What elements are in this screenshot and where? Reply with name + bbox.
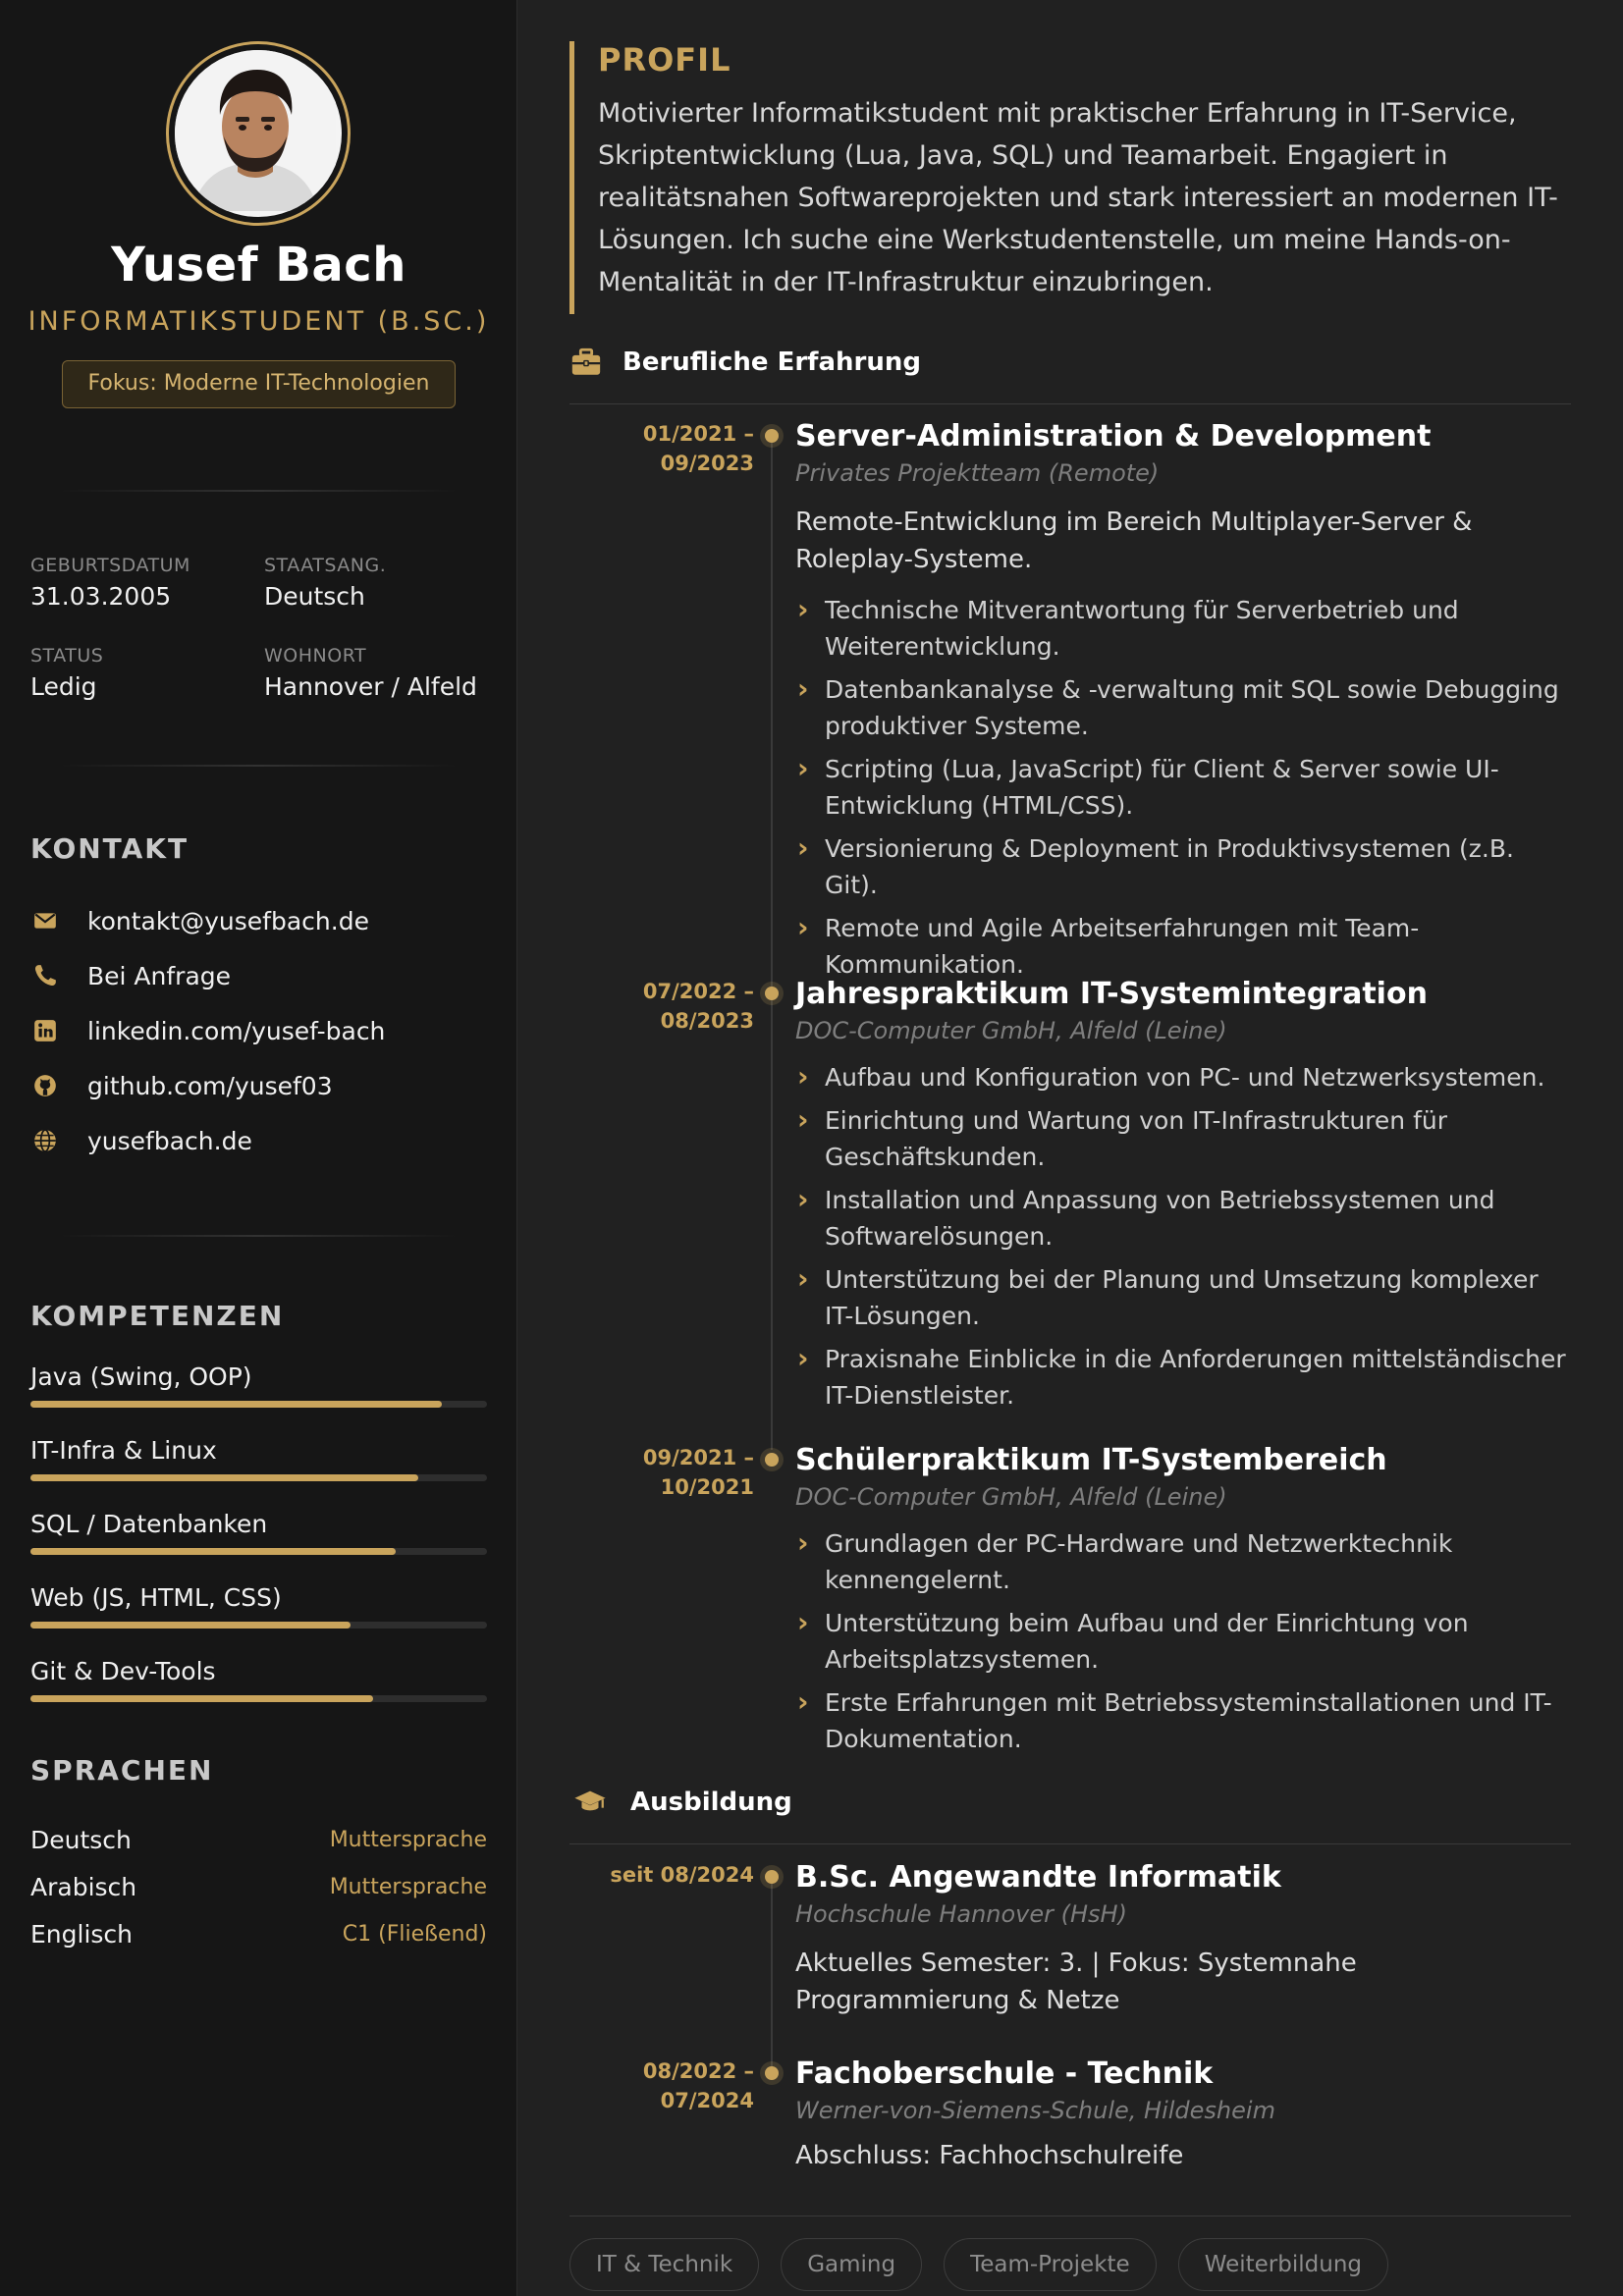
entry-body (795, 2056, 1571, 2174)
skill-bar (30, 1695, 487, 1702)
bullet-item: › Scripting (Lua, JavaScript) für Client & Server sowie UI-Entwicklung (HTML/CSS). (795, 751, 1571, 824)
fact-label: GEBURTSDATUM (30, 555, 190, 576)
contact-text: yusefbach.de (87, 1126, 252, 1155)
entry-body (795, 1860, 1571, 2019)
education-title: Ausbildung (630, 1788, 792, 1817)
contact-text: kontakt@yusefbach.de (87, 906, 369, 935)
skill-bar (30, 1401, 487, 1408)
tag-chip: Gaming (781, 2238, 922, 2291)
timeline-dot (765, 1453, 779, 1467)
skill-bar-fill (30, 1548, 396, 1555)
entry-date (569, 977, 754, 1036)
language-name: Deutsch (30, 1825, 132, 1854)
fact-value: Ledig (30, 672, 97, 701)
contact-text: Bei Anfrage (87, 961, 232, 990)
entry-date (569, 419, 754, 478)
envelope-icon (30, 906, 60, 935)
entry-body (795, 419, 1571, 989)
skill-bar (30, 1474, 487, 1481)
language-level: Muttersprache (329, 1874, 487, 1899)
contact-list (30, 893, 492, 1168)
experience-title: Berufliche Erfahrung (622, 347, 921, 377)
entry-title: Schülerpraktikum IT-Systembereich (795, 1443, 1387, 1477)
bullet-item: › Grundlagen der PC-Hardware und Netzwerktechnik kennengelernt. (795, 1525, 1571, 1598)
bullet-item: › Remote und Agile Arbeitserfahrungen mit Team-Kommunikation. (795, 910, 1571, 983)
profile-section (569, 41, 1571, 314)
skill-bar-fill (30, 1401, 442, 1408)
focus-badge: Fokus: Moderne IT-Technologien (62, 360, 456, 408)
skill-name: Java (Swing, OOP) (30, 1362, 252, 1391)
avatar (166, 41, 351, 226)
fact-label: WOHNORT (264, 645, 367, 667)
entry-desc: Abschluss: Fachhochschulreife (795, 2141, 1184, 2170)
language-item (30, 1816, 487, 1863)
bullet-item: › Datenbankanalyse & -verwaltung mit SQL sowie Debugging produktiver Systeme. (795, 671, 1571, 744)
tag-chip: IT & Technik (569, 2238, 759, 2291)
experience-timeline (771, 434, 773, 1450)
languages-list (30, 1816, 487, 1957)
fact-birthdate (30, 555, 256, 611)
entry-date (569, 2056, 754, 2115)
entry-desc: Remote-Entwicklung im Bereich Multiplayer-Server & Roleplay-Systeme. (795, 507, 1473, 574)
entry-body (795, 1443, 1571, 1764)
entry-title: Jahrespraktikum IT-Systemintegration (795, 977, 1428, 1011)
skill-bar (30, 1548, 487, 1555)
main-content (517, 0, 1623, 2296)
profile-title: PROFIL (598, 41, 731, 79)
entry-desc: Aktuelles Semester: 3. | Fokus: Systemnahe Programmierung & Netze (795, 1949, 1357, 2015)
entry-date (569, 1443, 754, 1502)
skill-bar-fill (30, 1474, 418, 1481)
date-end: 09/2023 (660, 452, 754, 475)
fact-value: 31.03.2005 (30, 582, 172, 611)
fact-value: Deutsch (264, 582, 365, 611)
entry-bullets (795, 1059, 1571, 1414)
contact-text: github.com/yusef03 (87, 1071, 333, 1100)
interest-tags (569, 2238, 1410, 2291)
bullet-item: › Erste Erfahrungen mit Betriebssysteminstallationen und IT-Dokumentation. (795, 1684, 1571, 1757)
entry-org: DOC-Computer GmbH, Alfeld (Leine) (795, 1017, 1227, 1044)
sidebar (0, 0, 517, 2296)
skill-item (30, 1362, 487, 1436)
entry-org: DOC-Computer GmbH, Alfeld (Leine) (795, 1483, 1227, 1511)
education-timeline (771, 1875, 773, 2076)
briefcase-icon (569, 346, 603, 379)
bullet-item: › Technische Mitverantwortung für Serverbetrieb und Weiterentwicklung. (795, 592, 1571, 665)
fact-residence (264, 645, 490, 701)
language-level: C1 (Fließend) (342, 1921, 487, 1947)
timeline-dot (765, 987, 779, 1000)
entry-bullets (795, 592, 1571, 983)
skill-name: Web (JS, HTML, CSS) (30, 1583, 282, 1612)
linkedin-icon (30, 1016, 60, 1045)
tag-chip: Weiterbildung (1178, 2238, 1388, 2291)
bullet-item: › Unterstützung bei der Planung und Umsetzung komplexer IT-Lösungen. (795, 1261, 1571, 1334)
contact-text: linkedin.com/yusef-bach (87, 1016, 386, 1045)
graduation-cap-icon (569, 1786, 611, 1819)
bullet-item: › Versionierung & Deployment in Produktivsystemen (z.B. Git). (795, 830, 1571, 903)
skill-bar-fill (30, 1622, 351, 1629)
date-start: 07/2022 – (642, 980, 754, 1003)
bullet-item: › Aufbau und Konfiguration von PC- und Netzwerksystemen. (795, 1059, 1571, 1095)
skills-list (30, 1362, 487, 1731)
fact-nationality (264, 555, 490, 611)
language-name: Arabisch (30, 1872, 137, 1901)
entry-org: Hochschule Hannover (HsH) (795, 1900, 1127, 1928)
skill-bar (30, 1622, 487, 1629)
skill-bar-fill (30, 1695, 373, 1702)
divider (59, 490, 459, 492)
entry-body (795, 977, 1571, 1420)
divider (59, 765, 459, 767)
person-role: INFORMATIKSTUDENT (B.SC.) (27, 306, 490, 337)
entry-org: Privates Projektteam (Remote) (795, 459, 1160, 487)
entry-bullets (795, 1525, 1571, 1757)
profile-photo (175, 50, 342, 217)
date-start: 09/2021 – (642, 1446, 754, 1469)
phone-icon (30, 961, 60, 990)
skill-name: IT-Infra & Linux (30, 1436, 217, 1465)
language-item (30, 1863, 487, 1910)
bullet-item: › Installation und Anpassung von Betriebssystemen und Softwarelösungen. (795, 1182, 1571, 1255)
entry-title: B.Sc. Angewandte Informatik (795, 1860, 1281, 1895)
fact-label: STAATSANG. (264, 555, 387, 576)
skill-item (30, 1436, 487, 1510)
entry-org: Werner-von-Siemens-Schule, Hildesheim (795, 2097, 1275, 2124)
language-level: Muttersprache (329, 1827, 487, 1852)
date-start: seit 08/2024 (610, 1863, 754, 1887)
person-name: Yusef Bach (111, 238, 406, 293)
skill-item (30, 1510, 487, 1583)
entry-date (569, 1860, 754, 1890)
date-start: 01/2021 – (642, 422, 754, 446)
education-heading (569, 1786, 1571, 1844)
timeline-dot (765, 1870, 779, 1884)
date-end: 10/2021 (660, 1475, 754, 1499)
contact-github[interactable] (30, 1058, 492, 1113)
contact-linkedin[interactable] (30, 1003, 492, 1058)
bullet-item: › Einrichtung und Wartung von IT-Infrastrukturen für Geschäftskunden. (795, 1102, 1571, 1175)
person-portrait-icon (175, 50, 336, 211)
languages-heading: SPRACHEN (30, 1754, 214, 1787)
contact-phone[interactable] (30, 948, 492, 1003)
entry-title: Fachoberschule - Technik (795, 2056, 1214, 2091)
skill-name: SQL / Datenbanken (30, 1510, 268, 1538)
fact-label: STATUS (30, 645, 104, 667)
language-item (30, 1910, 487, 1957)
contact-website[interactable] (30, 1113, 492, 1168)
skill-item (30, 1583, 487, 1657)
language-name: Englisch (30, 1919, 134, 1949)
github-icon (30, 1071, 60, 1100)
skill-item (30, 1657, 487, 1731)
divider (59, 1235, 459, 1237)
experience-heading (569, 346, 1571, 404)
globe-icon (30, 1126, 60, 1155)
skill-name: Git & Dev-Tools (30, 1657, 216, 1685)
contact-heading: KONTAKT (30, 832, 189, 865)
contact-email[interactable] (30, 893, 492, 948)
bullet-item: › Praxisnahe Einblicke in die Anforderungen mittelständischer IT-Dienstleister. (795, 1341, 1571, 1414)
fact-value: Hannover / Alfeld (264, 672, 477, 701)
date-end: 08/2023 (660, 1009, 754, 1033)
date-end: 07/2024 (660, 2089, 754, 2112)
timeline-dot (765, 2066, 779, 2080)
profile-text: Motivierter Informatikstudent mit praktischer Erfahrung in IT-Service, Skriptentwicklung (Lua, Java, SQL) und Teamarbeit. Engagiert in realitätsnahen Softwareprojekten und stark interessiert an modernen IT-Lösungen. Ich suche eine Werkstudentenstelle, um meine Hands-on-Mentalität in der IT-Infrastruktur einzubringen. (598, 98, 1558, 297)
fact-status (30, 645, 256, 701)
skills-heading: KOMPETENZEN (30, 1300, 285, 1332)
tag-chip: Team-Projekte (944, 2238, 1157, 2291)
entry-title: Server-Administration & Development (795, 419, 1432, 454)
bullet-item: › Unterstützung beim Aufbau und der Einrichtung von Arbeitsplatzsystemen. (795, 1605, 1571, 1678)
date-start: 08/2022 – (642, 2059, 754, 2083)
timeline-dot (765, 429, 779, 443)
